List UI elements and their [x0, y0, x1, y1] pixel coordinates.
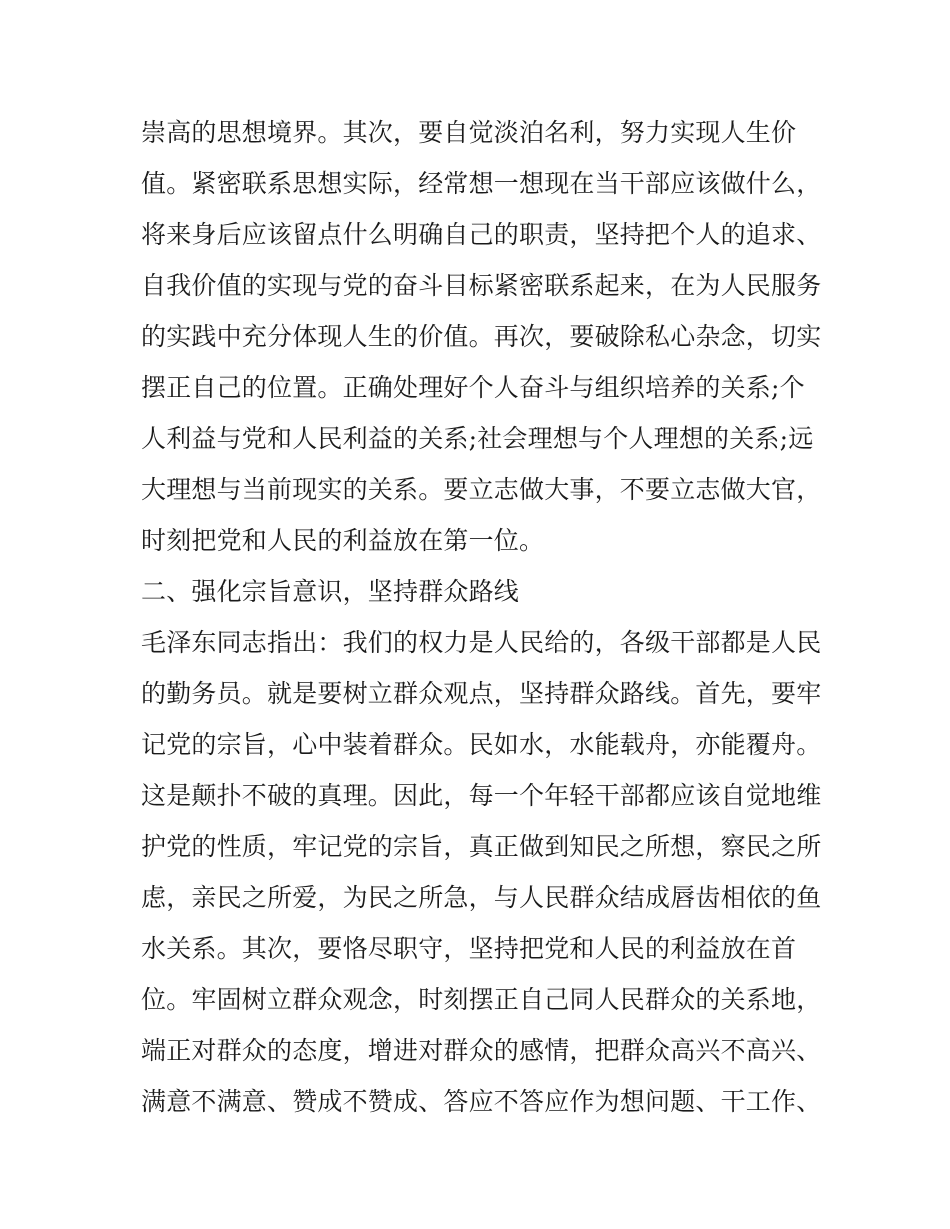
- text-line: 将来身后应该留点什么明确自己的职责，坚持把个人的追求、: [141, 220, 822, 249]
- text-line: 人利益与党和人民利益的关系;社会理想与个人理想的关系;远: [141, 424, 814, 453]
- text-line: 崇高的思想境界。其次，要自觉淡泊名利，努力实现人生价: [141, 118, 797, 147]
- text-line: 这是颠扑不破的真理。因此，每一个年轻干部都应该自觉地维: [141, 781, 822, 810]
- text-line: 记党的宗旨，心中装着群众。民如水，水能载舟，亦能覆舟。: [141, 730, 822, 759]
- document-page: [141, 107, 821, 1127]
- text-line: 大理想与当前现实的关系。要立志做大事，不要立志做大官，: [141, 475, 822, 504]
- text-line: 位。牢固树立群众观念，时刻摆正自己同人民群众的关系地，: [141, 985, 822, 1014]
- text-line: 的勤务员。就是要树立群众观点，坚持群众路线。首先，要牢: [141, 679, 822, 708]
- text-line: 满意不满意、赞成不赞成、答应不答应作为想问题、干工作、: [141, 1087, 822, 1116]
- text-line: 水关系。其次，要恪尽职守，坚持把党和人民的利益放在首: [141, 934, 797, 963]
- text-line: 护党的性质，牢记党的宗旨，真正做到知民之所想，察民之所: [141, 832, 822, 861]
- text-line: 毛泽东同志指出：我们的权力是人民给的，各级干部都是人民: [141, 628, 822, 657]
- section-heading: 二、强化宗旨意识，坚持群众路线: [141, 577, 520, 606]
- text-line: 值。紧密联系思想实际，经常想一想现在当干部应该做什么，: [141, 169, 822, 198]
- text-line: 摆正自己的位置。正确处理好个人奋斗与组织培养的关系;个: [141, 373, 805, 402]
- text-line: 的实践中充分体现人生的价值。再次，要破除私心杂念，切实: [141, 322, 822, 351]
- text-line: 虑，亲民之所爱，为民之所急，与人民群众结成唇齿相依的鱼: [141, 883, 822, 912]
- text-line: 自我价值的实现与党的奋斗目标紧密联系起来，在为人民服务: [141, 271, 822, 300]
- text-line: 时刻把党和人民的利益放在第一位。: [141, 526, 545, 555]
- text-line: 端正对群众的态度，增进对群众的感情，把群众高兴不高兴、: [141, 1036, 822, 1065]
